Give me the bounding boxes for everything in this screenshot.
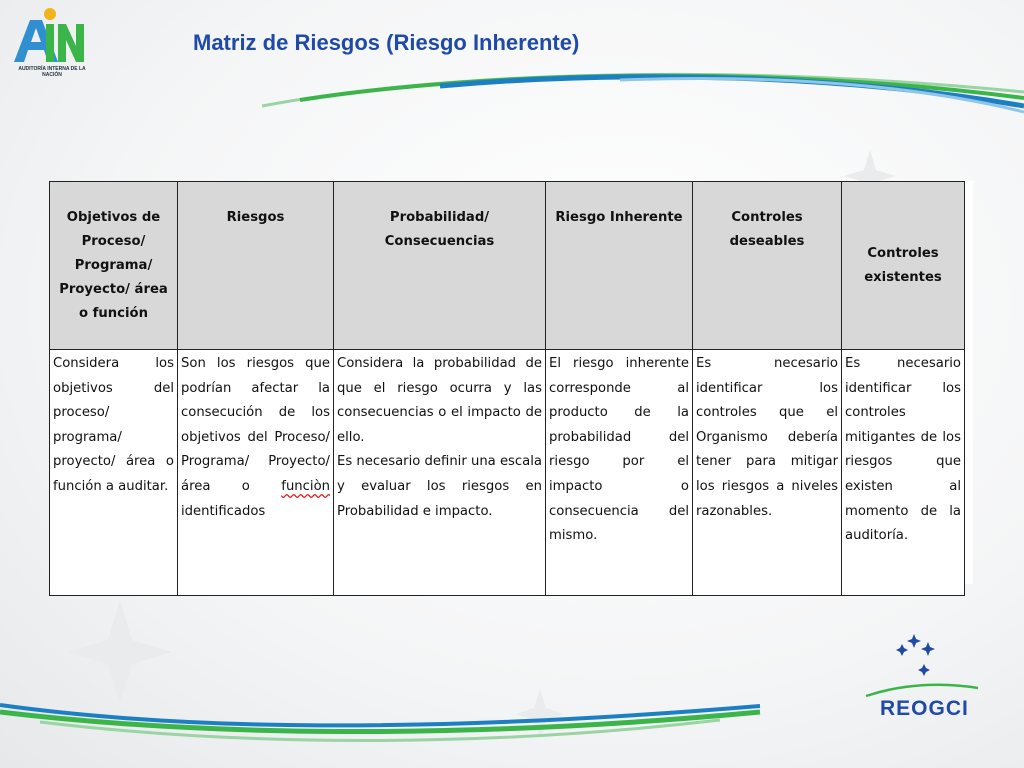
logo-subtitle: AUDITORÍA INTERNA DE LA NACIÓN [18, 66, 86, 78]
cell-riesgos-text-end: identificados [181, 503, 266, 519]
cell-probabilidad [334, 350, 546, 596]
header-controles-existentes: Controles existentes [842, 182, 965, 350]
risk-matrix-container [49, 181, 973, 584]
table-row [50, 350, 965, 596]
header-controles-deseables: Controles deseables [693, 182, 842, 350]
page-title: Matriz de Riesgos (Riesgo Inherente) [193, 30, 580, 55]
header-objetivos: Objetivos de Proceso/ Programa/ Proyecto/ área o función [50, 182, 178, 350]
header-probabilidad: Probabilidad/ Consecuencias [334, 182, 546, 350]
ain-logo [8, 6, 88, 84]
cell-riesgos-text: Son los riesgos que podrían afectar la consecución de los objetivos del Proceso/ Programa/ Proyecto/ área o [181, 356, 330, 494]
cell-probabilidad-p1: Considera la probabilidad de que el riesgo ocurra y las consecuencias o el impacto de ello. [337, 356, 542, 445]
cell-riesgos [178, 350, 334, 596]
header-riesgos: Riesgos [178, 182, 334, 350]
ain-logo-icon [8, 6, 88, 68]
risk-matrix-table [49, 181, 965, 596]
misspelled-word: funciòn [281, 478, 330, 494]
cell-controles-existentes: Es necesario identificar los controles mitigantes de los riesgos que existen al momento de la auditoría. [842, 350, 965, 596]
cell-controles-deseables: Es necesario identificar los controles que el Organismo debería tener para mitigar los riesgos a niveles razonables. [693, 350, 842, 596]
cell-riesgo-inherente: El riesgo inherente corresponde al producto de la probabilidad del riesgo por el impacto o consecuencia del mismo. [546, 350, 693, 596]
cell-probabilidad-p2: Es necesario definir una escala y evaluar los riesgos en Probabilidad e impacto. [337, 454, 543, 519]
reogci-brand-text: REOGCI [880, 697, 969, 720]
table-header-row [50, 182, 965, 350]
cell-objetivos: Considera los objetivos del proceso/ programa/ proyecto/ área o función a auditar. [50, 350, 178, 596]
header-riesgo-inherente: Riesgo Inherente [546, 182, 693, 350]
